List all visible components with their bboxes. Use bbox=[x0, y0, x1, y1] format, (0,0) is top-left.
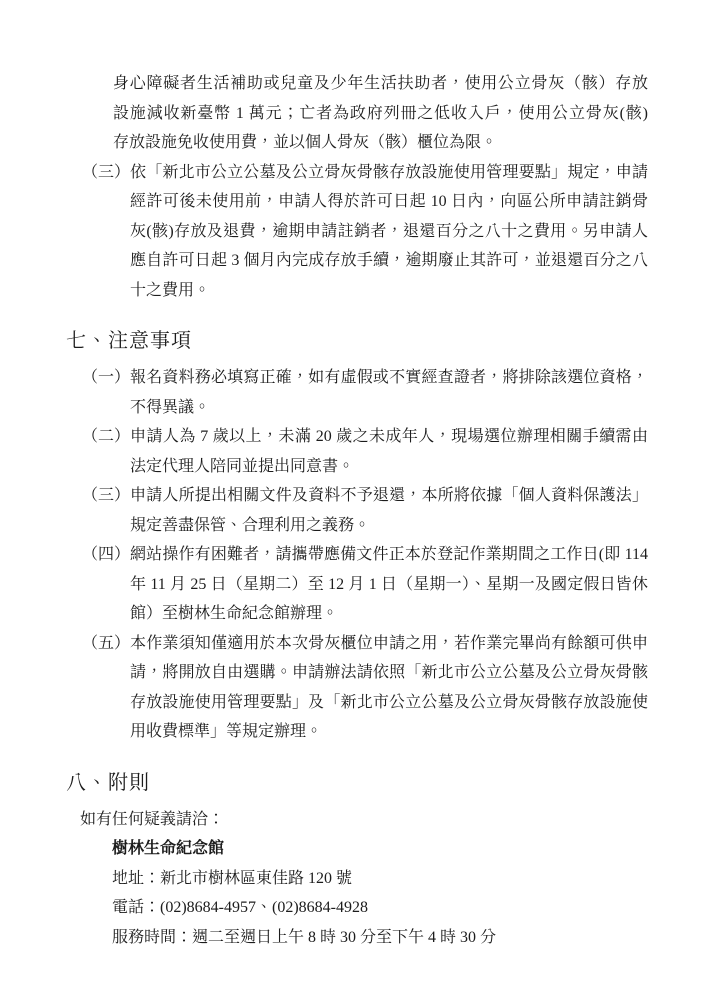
text-line: 報名資料務必填寫正確，如有虛假或不實經查證者，將排除該選位資格， bbox=[130, 369, 648, 386]
list-item bbox=[82, 363, 648, 422]
text-line: 不得異議。 bbox=[130, 398, 211, 416]
text-line: 依「新北市公立公墓及公立骨灰骨骸存放設施使用管理要點」規定，申請 bbox=[130, 163, 648, 181]
text-line: 存放設施使用管理要點」及「新北市公立公墓及公立骨灰骨骸存放設施使 bbox=[130, 693, 648, 711]
list-item-text bbox=[130, 540, 648, 629]
text-line: 本作業須知僅適用於本次骨灰櫃位申請之用，若作業完畢尚有餘額可供申 bbox=[130, 634, 648, 652]
text-line: 身心障礙者生活補助或兒童及少年生活扶助者，使用公立骨灰（骸）存放 bbox=[113, 75, 648, 92]
list-item-text bbox=[130, 422, 648, 481]
contact-name bbox=[112, 834, 648, 864]
text-line: 年 11 月 25 日（星期二）至 12 月 1 日（星期一）、星期一及國定假日皆休 bbox=[130, 575, 648, 593]
text-line: 請，將開放自由選購。申請辦法請依照「新北市公立公墓及公立骨灰骨骸 bbox=[130, 664, 648, 681]
text-line: 如有任何疑義請洽： bbox=[80, 810, 225, 828]
paragraph bbox=[80, 805, 648, 835]
list-item-text bbox=[130, 629, 648, 747]
list-item bbox=[82, 540, 648, 629]
section-header: 八、附則 bbox=[66, 771, 150, 794]
text-line: 應自許可日起 3 個月內完成存放手續，逾期廢止其許可，並退還百分之八 bbox=[130, 252, 648, 269]
list-item-marker: （五） bbox=[82, 634, 131, 652]
list-item bbox=[82, 422, 648, 481]
list-item-marker: （二） bbox=[82, 428, 131, 445]
list-item-marker: （四） bbox=[82, 546, 131, 563]
text-line: 網站操作有困難者，請攜帶應備文件正本於登記作業期間之工作日(即 114 bbox=[130, 546, 648, 563]
text-line: 規定善盡保管、合理利用之義務。 bbox=[130, 516, 371, 534]
text-line: 電話：(02)8684-4957、(02)8684-4928 bbox=[112, 899, 368, 916]
text-line: 存放設施免收使用費，並以個人骨灰（骸）櫃位為限。 bbox=[113, 134, 498, 151]
text-line: 館）至樹林生命紀念館辦理。 bbox=[130, 605, 339, 622]
paragraph bbox=[113, 69, 648, 158]
paragraph bbox=[112, 864, 648, 953]
text-line: 樹林生命紀念館 bbox=[112, 840, 225, 857]
list-item-text bbox=[130, 481, 648, 540]
text-line: 用收費標準」等規定辦理。 bbox=[130, 723, 323, 740]
text-line: 十之費用。 bbox=[130, 281, 211, 299]
text-line: 申請人為 7 歲以上，未滿 20 歲之未成年人，現場選位辦理相關手續需由 bbox=[130, 428, 648, 445]
list-item-marker: （一） bbox=[82, 369, 131, 386]
section-header: 七、注意事項 bbox=[66, 330, 192, 352]
list-item bbox=[82, 158, 648, 306]
list-item-text bbox=[130, 363, 648, 422]
list-item-marker: （三） bbox=[82, 163, 131, 181]
text-line: 經許可後未使用前，申請人得於許可日起 10 日內，向區公所申請註銷骨 bbox=[130, 193, 648, 210]
text-line: 法定代理人陪同並提出同意書。 bbox=[130, 457, 355, 475]
text-line: 灰(骸)存放及退費，逾期申請註銷者，退還百分之八十之費用。另申請人 bbox=[130, 222, 648, 240]
list-item-marker: （三） bbox=[82, 487, 131, 504]
text-line: 申請人所提出相關文件及資料不予退還，本所將依據「個人資料保護法」 bbox=[130, 487, 648, 504]
text-line: 設施減收新臺幣 1 萬元；亡者為政府列冊之低收入戶，使用公立骨灰(骸) bbox=[113, 104, 648, 122]
list-item bbox=[82, 481, 648, 540]
text-line: 地址：新北市樹林區東佳路 120 號 bbox=[112, 869, 353, 887]
list-item-text bbox=[130, 158, 648, 306]
text-line: 服務時間：週二至週日上午 8 時 30 分至下午 4 時 30 分 bbox=[112, 928, 497, 946]
list-item bbox=[82, 629, 648, 747]
